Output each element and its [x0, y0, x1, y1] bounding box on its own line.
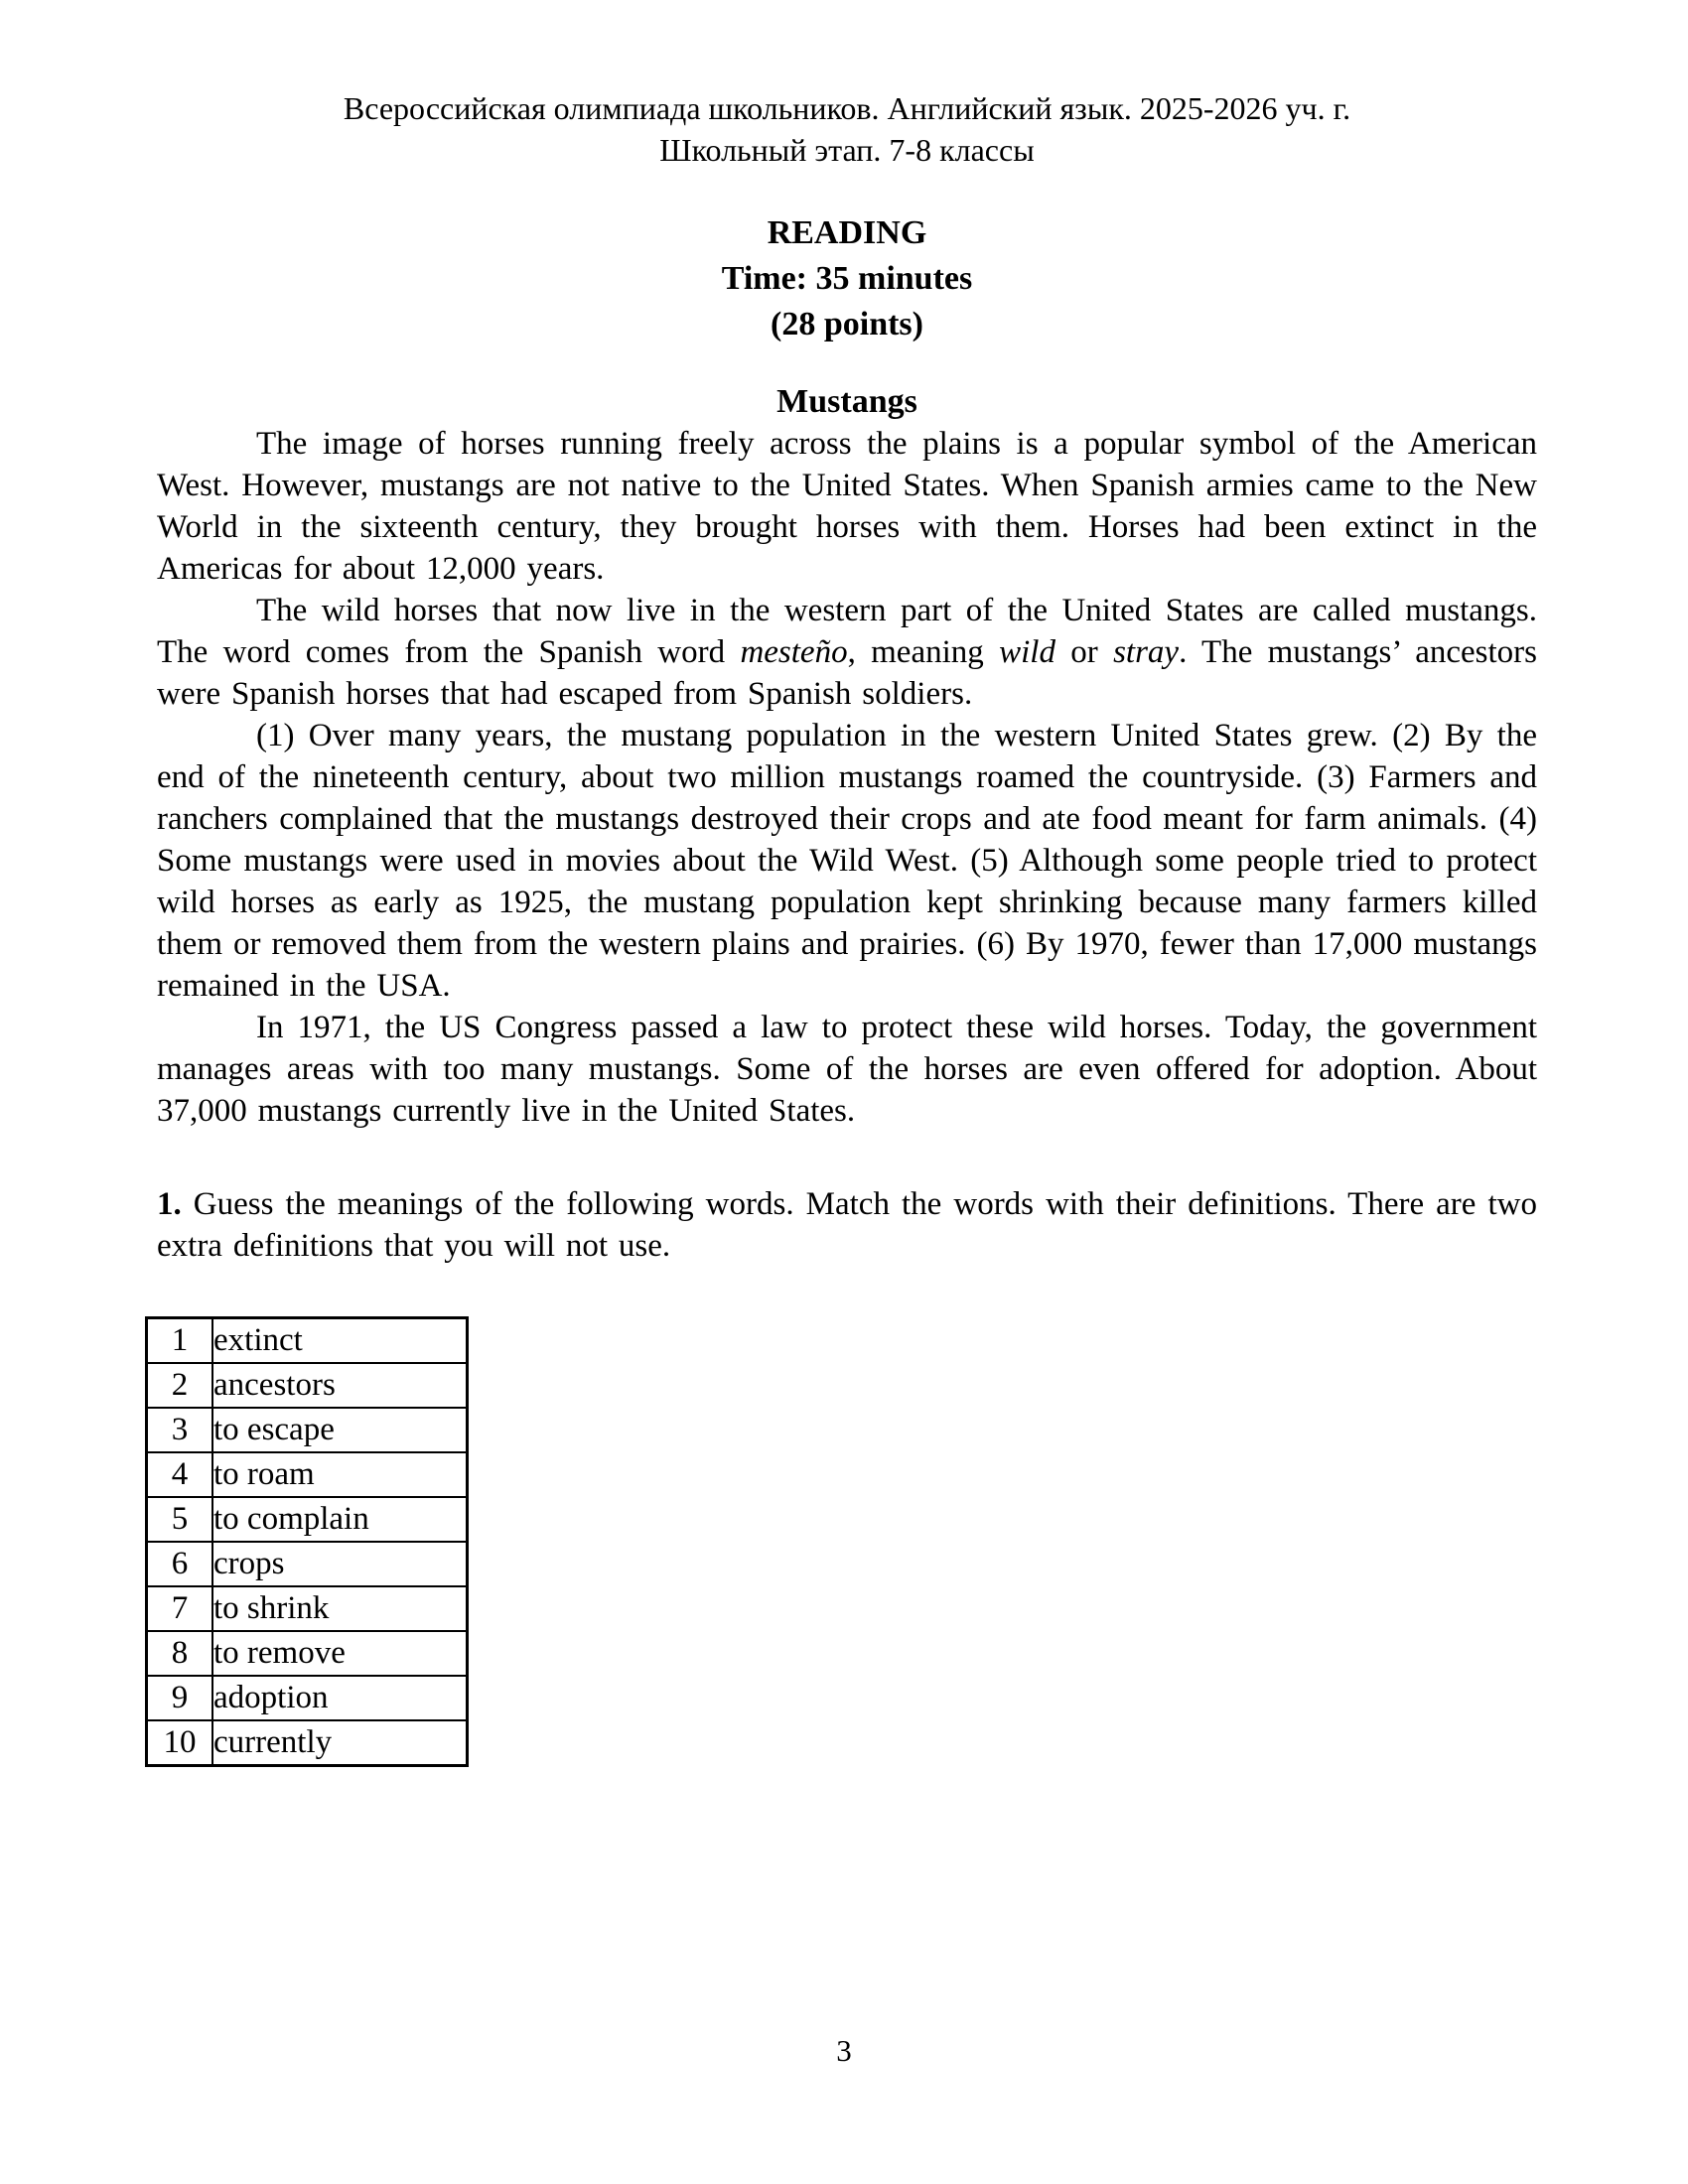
text-segment: The wild horses that now live in the western part of the United States are called mustangs. The word comes from the Spanish word — [157, 593, 1537, 670]
word-number-cell: 4 — [147, 1452, 213, 1497]
word-number-cell: 3 — [147, 1408, 213, 1452]
passage-paragraph — [157, 1007, 1537, 1132]
word-number-cell: 6 — [147, 1542, 213, 1586]
table-row — [147, 1720, 468, 1766]
task1-instruction — [157, 1183, 1537, 1267]
passage-title: Mustangs — [776, 383, 917, 420]
text-segment: (1) Over many years, the mustang population in the western United States grew. (2) By the end of the nineteenth century, about two million mustangs roamed the countryside. (3) Farmers and ranchers complained that the mustangs destroyed their crops and ate food meant for farm animals. (4) Some mustangs were used in movies about the Wild West. (5) Although some people tried to protect wild horses as early as 1925, the mustang population kept shrinking because many farmers killed them or removed them from the western plains and prairies. (6) By 1970, fewer than 17,000 mustangs remained in the USA. — [157, 718, 1537, 1004]
text-segment: stray — [1113, 634, 1180, 670]
page-number: 3 — [836, 2033, 852, 2068]
table-row — [147, 1408, 468, 1452]
section-title: READING — [767, 214, 927, 251]
word-cell: to shrink — [212, 1586, 468, 1631]
text-segment: , meaning — [847, 634, 1000, 670]
passage-paragraph — [157, 590, 1537, 715]
word-number-cell: 1 — [147, 1318, 213, 1364]
word-cell: ancestors — [212, 1363, 468, 1408]
word-cell: crops — [212, 1542, 468, 1586]
text-segment: In 1971, the US Congress passed a law to protect these wild horses. Today, the government manages areas with too many mustangs. Some of the horses are even offered for adoption. About 37,000 mustangs currently live in the United States. — [157, 1010, 1537, 1129]
table-row — [147, 1542, 468, 1586]
word-cell: currently — [212, 1720, 468, 1766]
text-segment: The image of horses running freely across the plains is a popular symbol of the American West. However, mustangs are not native to the United States. When Spanish armies came to the New World in the sixteenth century, they brought horses with them. Horses had been extinct in the Americas for about 12,000 years. — [157, 426, 1537, 587]
word-cell: to roam — [212, 1452, 468, 1497]
text-segment: mesteño — [740, 634, 848, 670]
word-cell: adoption — [212, 1676, 468, 1720]
text-segment: Guess the meanings of the following words. Match the words with their definitions. There are two extra definitions that you will not use. — [157, 1186, 1537, 1264]
word-number-cell: 2 — [147, 1363, 213, 1408]
header-line-2: Школьный этап. 7-8 классы — [659, 132, 1035, 168]
word-number-cell: 10 — [147, 1720, 213, 1766]
table-row — [147, 1676, 468, 1720]
passage-text — [157, 423, 1537, 1132]
header-line-1: Всероссийская олимпиада школьников. Английский язык. 2025-2026 уч. г. — [343, 90, 1351, 126]
table-row — [147, 1497, 468, 1542]
text-segment: or — [1055, 634, 1114, 670]
table-row — [147, 1586, 468, 1631]
text-segment: 1. — [157, 1186, 182, 1222]
word-number-cell: 8 — [147, 1631, 213, 1676]
section-points: (28 points) — [771, 306, 923, 342]
passage-paragraph — [157, 423, 1537, 590]
table-row — [147, 1318, 468, 1364]
word-cell: to remove — [212, 1631, 468, 1676]
table-row — [147, 1363, 468, 1408]
table-row — [147, 1631, 468, 1676]
table-row — [147, 1452, 468, 1497]
text-segment: wild — [999, 634, 1055, 670]
section-heading — [157, 210, 1537, 347]
document-header — [157, 87, 1537, 171]
passage-paragraph — [157, 715, 1537, 1007]
word-number-cell: 9 — [147, 1676, 213, 1720]
word-cell: to complain — [212, 1497, 468, 1542]
word-cell: to escape — [212, 1408, 468, 1452]
word-number-cell: 7 — [147, 1586, 213, 1631]
section-time: Time: 35 minutes — [721, 260, 973, 297]
word-cell: extinct — [212, 1318, 468, 1364]
word-number-cell: 5 — [147, 1497, 213, 1542]
words-table — [145, 1316, 469, 1767]
text-segment: . The mustangs’ ancestors were Spanish horses that had escaped from Spanish soldiers. — [157, 634, 1537, 712]
